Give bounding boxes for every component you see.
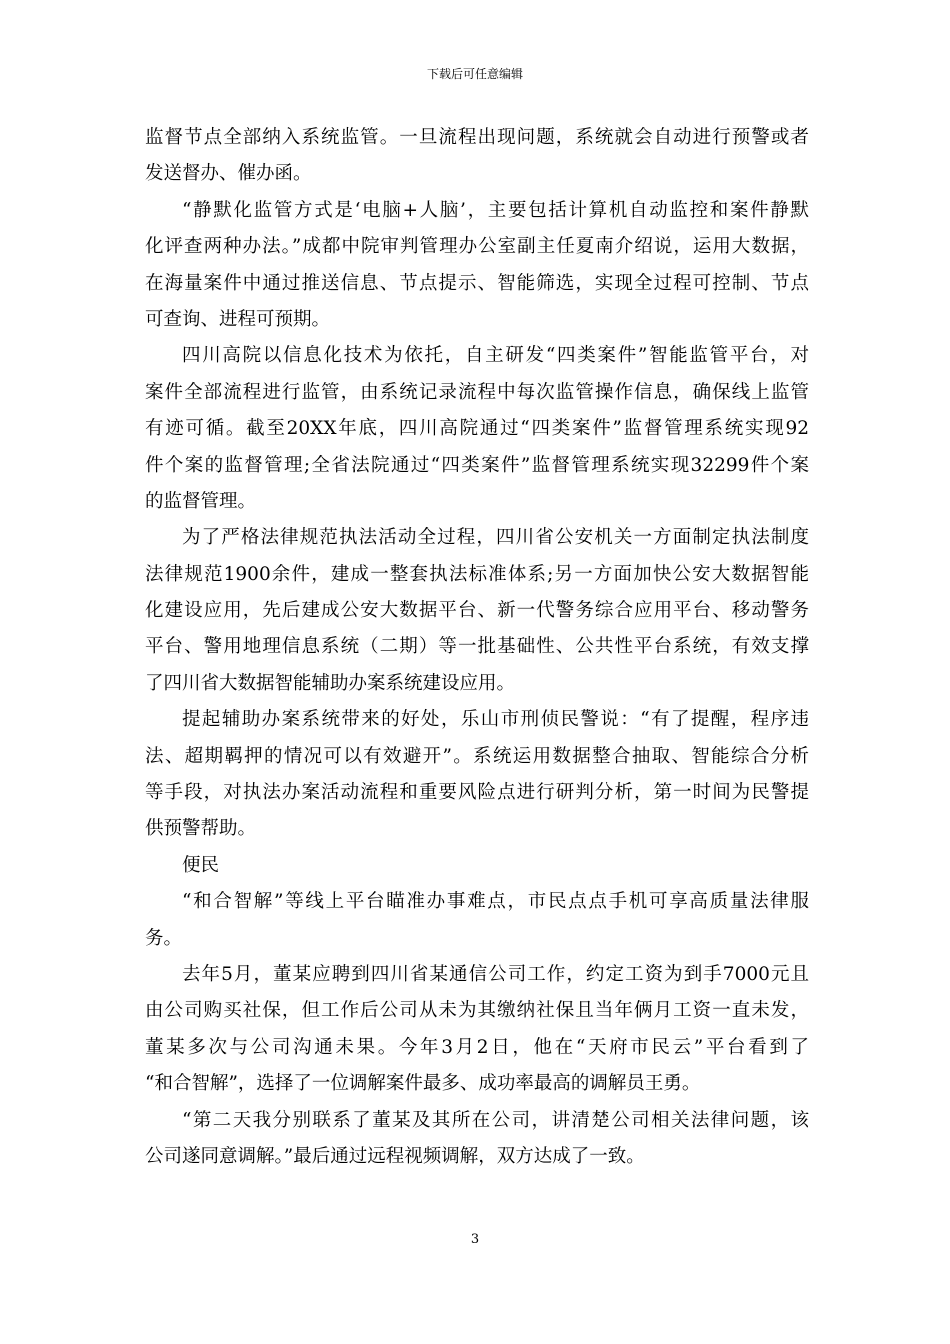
text-line: 化评查两种办法。”成都中院审判管理办公室副主任夏南介绍说，运用大数据， xyxy=(145,236,809,258)
paragraph xyxy=(145,957,809,1103)
paragraph xyxy=(145,1103,809,1176)
text-line: “第二天我分别联系了董某及其所在公司，讲清楚公司相关法律问题，该 xyxy=(182,1109,809,1131)
text-line: 四川高院以信息化技术为依托，自主研发“四类案件”智能监管平台，对 xyxy=(182,345,809,367)
text-line: 可查询、进程可预期。 xyxy=(145,308,331,330)
text-line: 为了严格法律规范执法活动全过程，四川省公安机关一方面制定执法制度 xyxy=(182,527,809,549)
text-line: 提起辅助办案系统带来的好处，乐山市刑侦民警说：“有了提醒，程序违 xyxy=(182,709,809,731)
text-line: 去年5月，董某应聘到四川省某通信公司工作，约定工资为到手7000元且 xyxy=(182,963,809,985)
text-line: 由公司购买社保，但工作后公司从未为其缴纳社保且当年俩月工资一直未发， xyxy=(145,1000,809,1022)
text-line: 了四川省大数据智能辅助办案系统建设应用。 xyxy=(145,672,516,694)
paragraph xyxy=(145,884,809,957)
paragraph xyxy=(145,193,809,339)
document-body xyxy=(145,120,809,1175)
text-line: 案件全部流程进行监管，由系统记录流程中每次监管操作信息，确保线上监管 xyxy=(145,381,809,403)
text-line: 件个案的监督管理;全省法院通过“四类案件”监督管理系统实现32299件个案 xyxy=(145,454,809,476)
text-line: 务。 xyxy=(145,927,183,949)
paragraph xyxy=(145,702,809,848)
page-number: 3 xyxy=(470,1232,480,1247)
paragraph xyxy=(145,338,809,520)
text-line: 董某多次与公司沟通未果。今年3月2日，他在“天府市民云”平台看到了 xyxy=(145,1036,809,1058)
page-header: 下载后可任意编辑 xyxy=(426,67,523,81)
text-line: “和合智解”，选择了一位调解案件最多、成功率最高的调解员王勇。 xyxy=(145,1073,701,1095)
text-line: 等手段，对执法办案活动流程和重要风险点进行研判分析，第一时间为民警提 xyxy=(145,782,809,804)
section-heading xyxy=(145,848,809,884)
text-line: 有迹可循。截至20XX年底，四川高院通过“四类案件”监督管理系统实现92 xyxy=(145,418,809,440)
text-line: 化建设应用，先后建成公安大数据平台、新一代警务综合应用平台、移动警务 xyxy=(145,600,809,622)
text-line: 便民 xyxy=(182,854,220,876)
text-line: 供预警帮助。 xyxy=(145,818,257,840)
text-line: 监督节点全部纳入系统监管。一旦流程出现问题，系统就会自动进行预警或者 xyxy=(145,127,809,148)
text-line: 公司遂同意调解。”最后通过远程视频调解，双方达成了一致。 xyxy=(145,1145,645,1167)
text-line: 法、超期羁押的情况可以有效避开”。系统运用数据整合抽取、智能综合分析 xyxy=(145,745,809,767)
text-line: 平台、警用地理信息系统（二期）等一批基础性、公共性平台系统，有效支撑 xyxy=(145,636,809,658)
text-line: 在海量案件中通过推送信息、节点提示、智能筛选，实现全过程可控制、节点 xyxy=(145,272,809,294)
text-line: 法律规范1900余件，建成一整套执法标准体系;另一方面加快公安大数据智能 xyxy=(145,563,809,585)
text-line: 的监督管理。 xyxy=(145,490,257,512)
text-line: 发送督办、催办函。 xyxy=(145,163,312,185)
paragraph xyxy=(145,120,809,193)
paragraph xyxy=(145,520,809,702)
text-line: “和合智解”等线上平台瞄准办事难点，市民点点手机可享高质量法律服 xyxy=(182,891,809,913)
text-line: “静默化监管方式是‘电脑+人脑’，主要包括计算机自动监控和案件静默 xyxy=(182,199,809,221)
